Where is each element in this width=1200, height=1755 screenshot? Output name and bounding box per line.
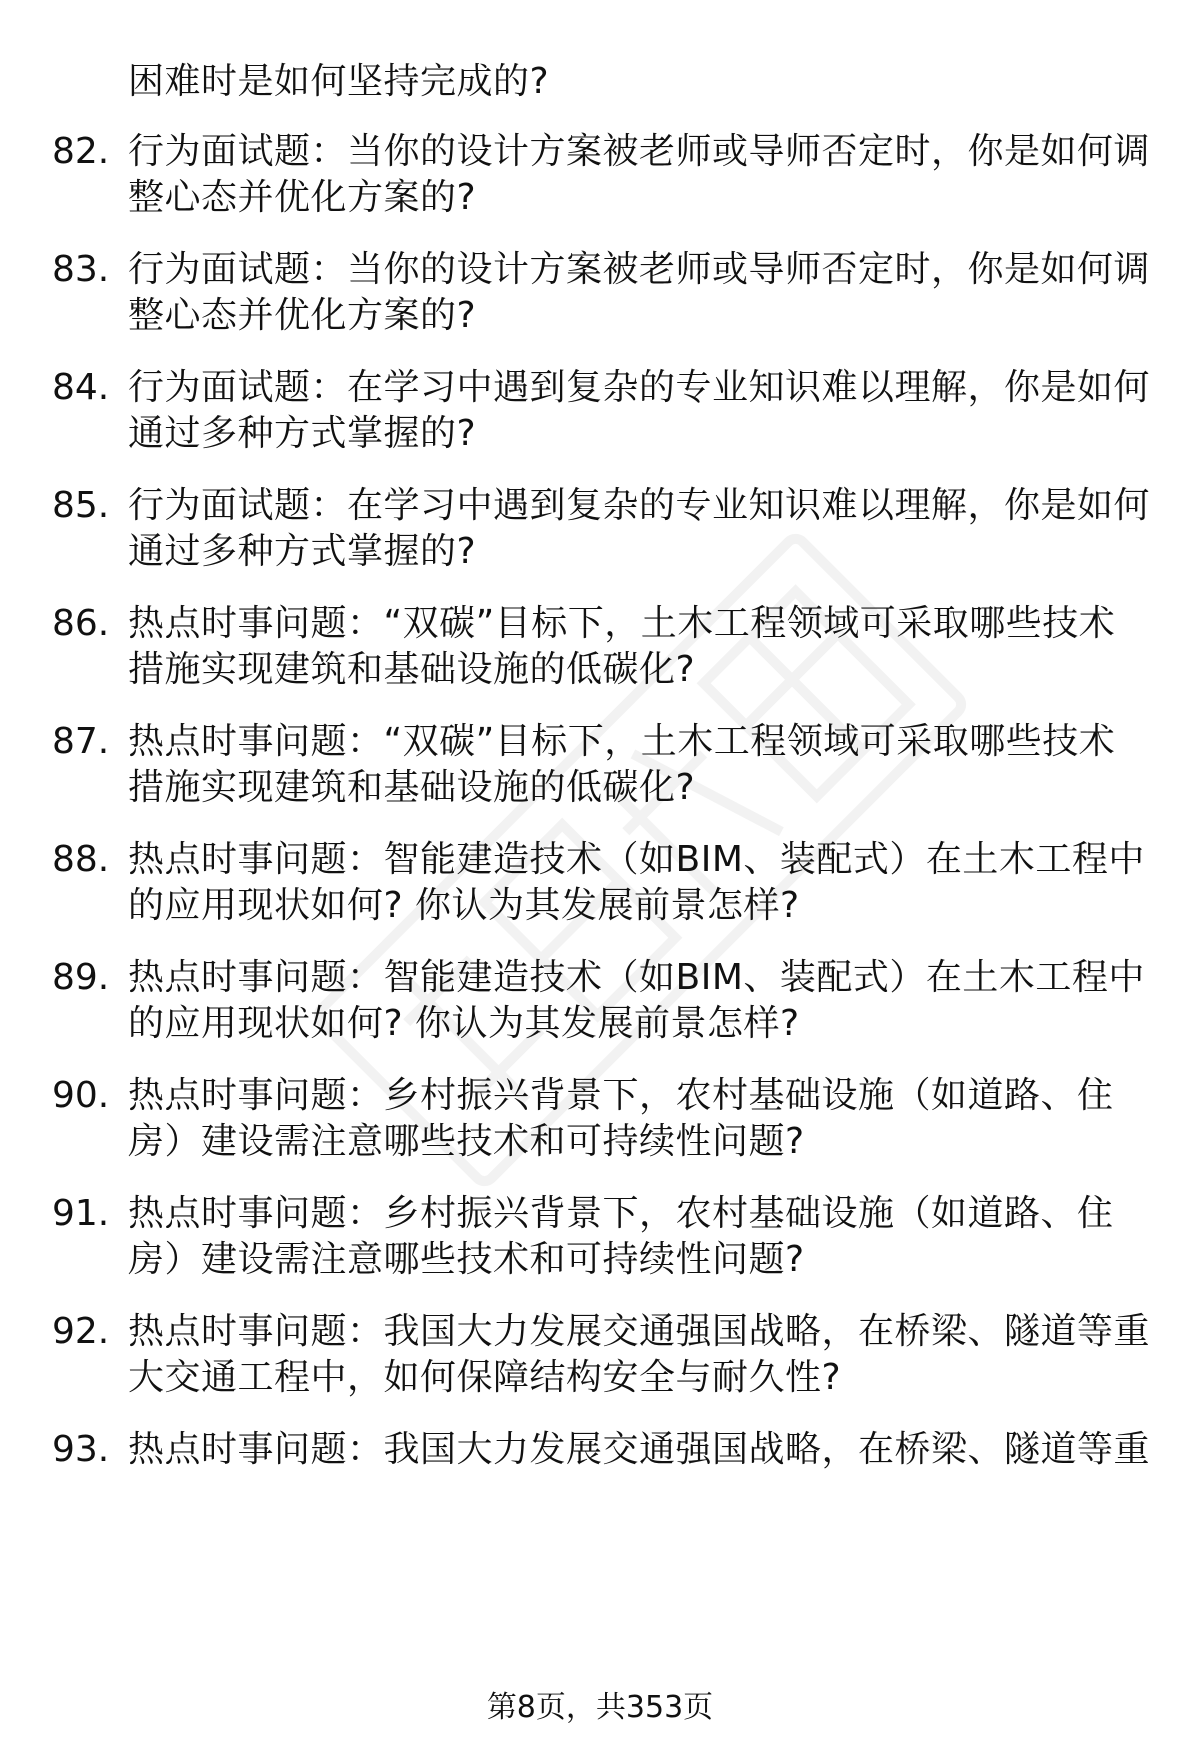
question-83-line1: 行为面试题：当你的设计方案被老师或导师否定时，你是如何调 [128, 249, 1151, 290]
question-84-line1: 行为面试题：在学习中遇到复杂的专业知识难以理解，你是如何 [128, 367, 1151, 408]
question-number: 93. [52, 1429, 110, 1470]
question-90-line1: 热点时事问题：乡村振兴背景下，农村基础设施（如道路、住 [128, 1075, 1114, 1116]
question-number: 87. [52, 721, 110, 762]
question-82-line1: 行为面试题：当你的设计方案被老师或导师否定时，你是如何调 [128, 131, 1151, 172]
page-footer: 第8页，共353页 [486, 1690, 714, 1725]
question-90-line2: 房）建设需注意哪些技术和可持续性问题? [128, 1121, 805, 1162]
question-85-line1: 行为面试题：在学习中遇到复杂的专业知识难以理解，你是如何 [128, 485, 1151, 526]
question-number: 90. [52, 1075, 110, 1116]
question-number: 89. [52, 957, 110, 998]
question-number: 85. [52, 485, 110, 526]
question-87-line1: 热点时事问题：“双碳”目标下，土木工程领域可采取哪些技术 [128, 721, 1116, 762]
question-number: 88. [52, 839, 110, 880]
question-89-line1: 热点时事问题：智能建造技术（如BIM、装配式）在土木工程中 [128, 957, 1145, 998]
question-84-line2: 通过多种方式掌握的? [128, 413, 477, 454]
question-81-continuation: 困难时是如何坚持完成的? [128, 61, 550, 102]
question-92-line2: 大交通工程中，如何保障结构安全与耐久性? [128, 1357, 842, 1398]
question-88-line1: 热点时事问题：智能建造技术（如BIM、装配式）在土木工程中 [128, 839, 1145, 880]
question-82-line2: 整心态并优化方案的? [128, 177, 477, 218]
question-89-line2: 的应用现状如何? 你认为其发展前景怎样? [128, 1003, 800, 1044]
question-number: 82. [52, 131, 110, 172]
question-85-line2: 通过多种方式掌握的? [128, 531, 477, 572]
question-number: 86. [52, 603, 110, 644]
question-number: 83. [52, 249, 110, 290]
question-91-line1: 热点时事问题：乡村振兴背景下，农村基础设施（如道路、住 [128, 1193, 1114, 1234]
question-93-line1: 热点时事问题：我国大力发展交通强国战略，在桥梁、隧道等重 [128, 1429, 1151, 1470]
question-number: 91. [52, 1193, 110, 1234]
question-83-line2: 整心态并优化方案的? [128, 295, 477, 336]
question-number: 92. [52, 1311, 110, 1352]
question-87-line2: 措施实现建筑和基础设施的低碳化? [128, 767, 696, 808]
question-86-line1: 热点时事问题：“双碳”目标下，土木工程领域可采取哪些技术 [128, 603, 1116, 644]
question-91-line2: 房）建设需注意哪些技术和可持续性问题? [128, 1239, 805, 1280]
question-number: 84. [52, 367, 110, 408]
question-92-line1: 热点时事问题：我国大力发展交通强国战略，在桥梁、隧道等重 [128, 1311, 1151, 1352]
question-86-line2: 措施实现建筑和基础设施的低碳化? [128, 649, 696, 690]
question-88-line2: 的应用现状如何? 你认为其发展前景怎样? [128, 885, 800, 926]
